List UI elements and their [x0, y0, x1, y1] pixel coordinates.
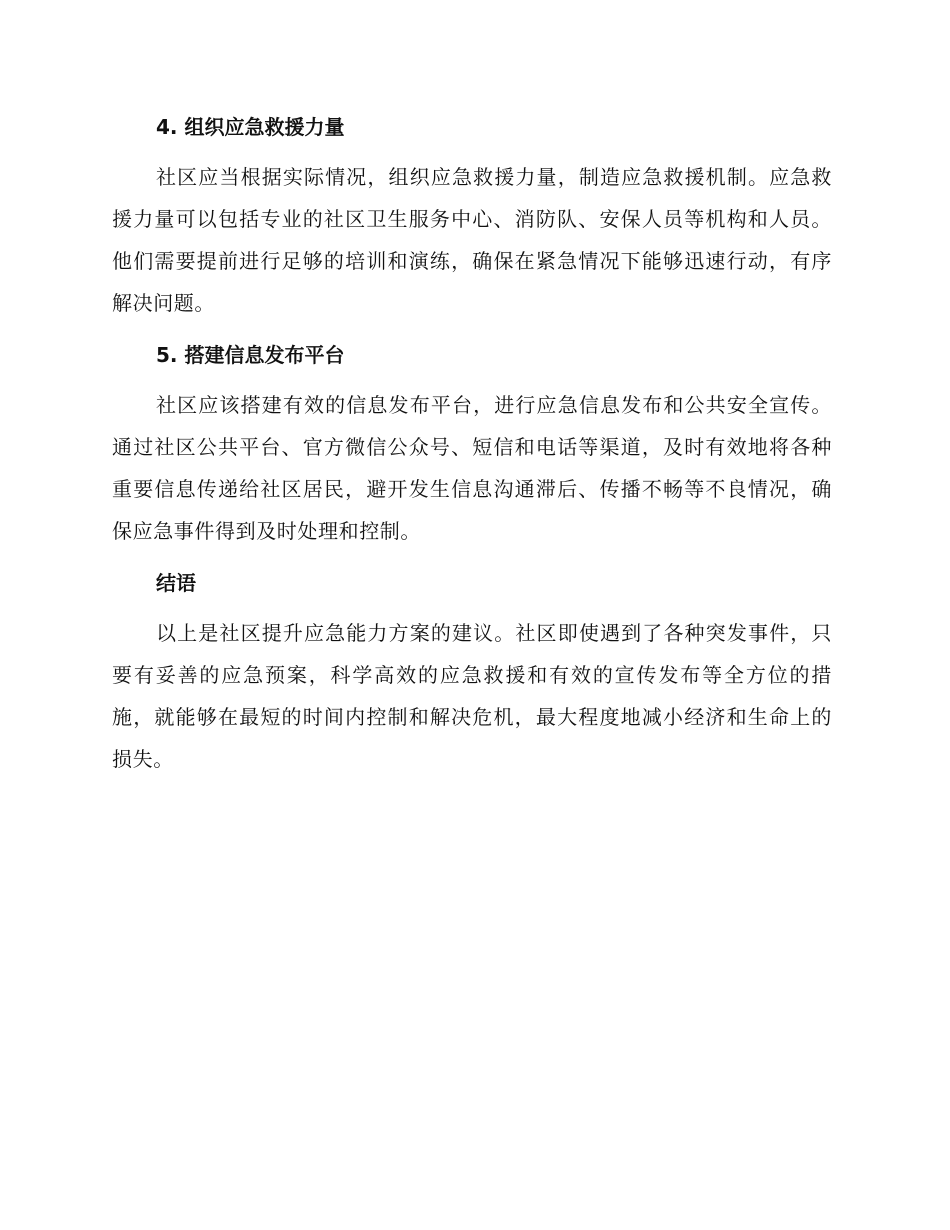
- section-heading-conclusion: 结语: [156, 571, 196, 595]
- section-heading-emergency-rescue: 4. 组织应急救援力量: [156, 115, 345, 139]
- section-heading-info-platform: 5. 搭建信息发布平台: [156, 343, 345, 367]
- section-paragraph-conclusion: 以上是社区提升应急能力方案的建议。社区即使遇到了各种突发事件，只要有妥善的应急预案，科学高效的应急救援和有效的宣传发布等全方位的措施，就能够在最短的时间内控制和解决危机，最大程度地减小经济和生命上的损失。: [112, 621, 832, 771]
- document-body: [112, 110, 832, 794]
- section-paragraph-emergency-rescue: 社区应当根据实际情况，组织应急救援力量，制造应急救援机制。应急救援力量可以包括专业的社区卫生服务中心、消防队、安保人员等机构和人员。他们需要提前进行足够的培训和演练，确保在紧急情况下能够迅速行动，有序解决问题。: [112, 165, 832, 315]
- section-paragraph-info-platform: 社区应该搭建有效的信息发布平台，进行应急信息发布和公共安全宣传。通过社区公共平台、官方微信公众号、短信和电话等渠道，及时有效地将各种重要信息传递给社区居民，避开发生信息沟通滞后、传播不畅等不良情况，确保应急事件得到及时处理和控制。: [112, 393, 832, 543]
